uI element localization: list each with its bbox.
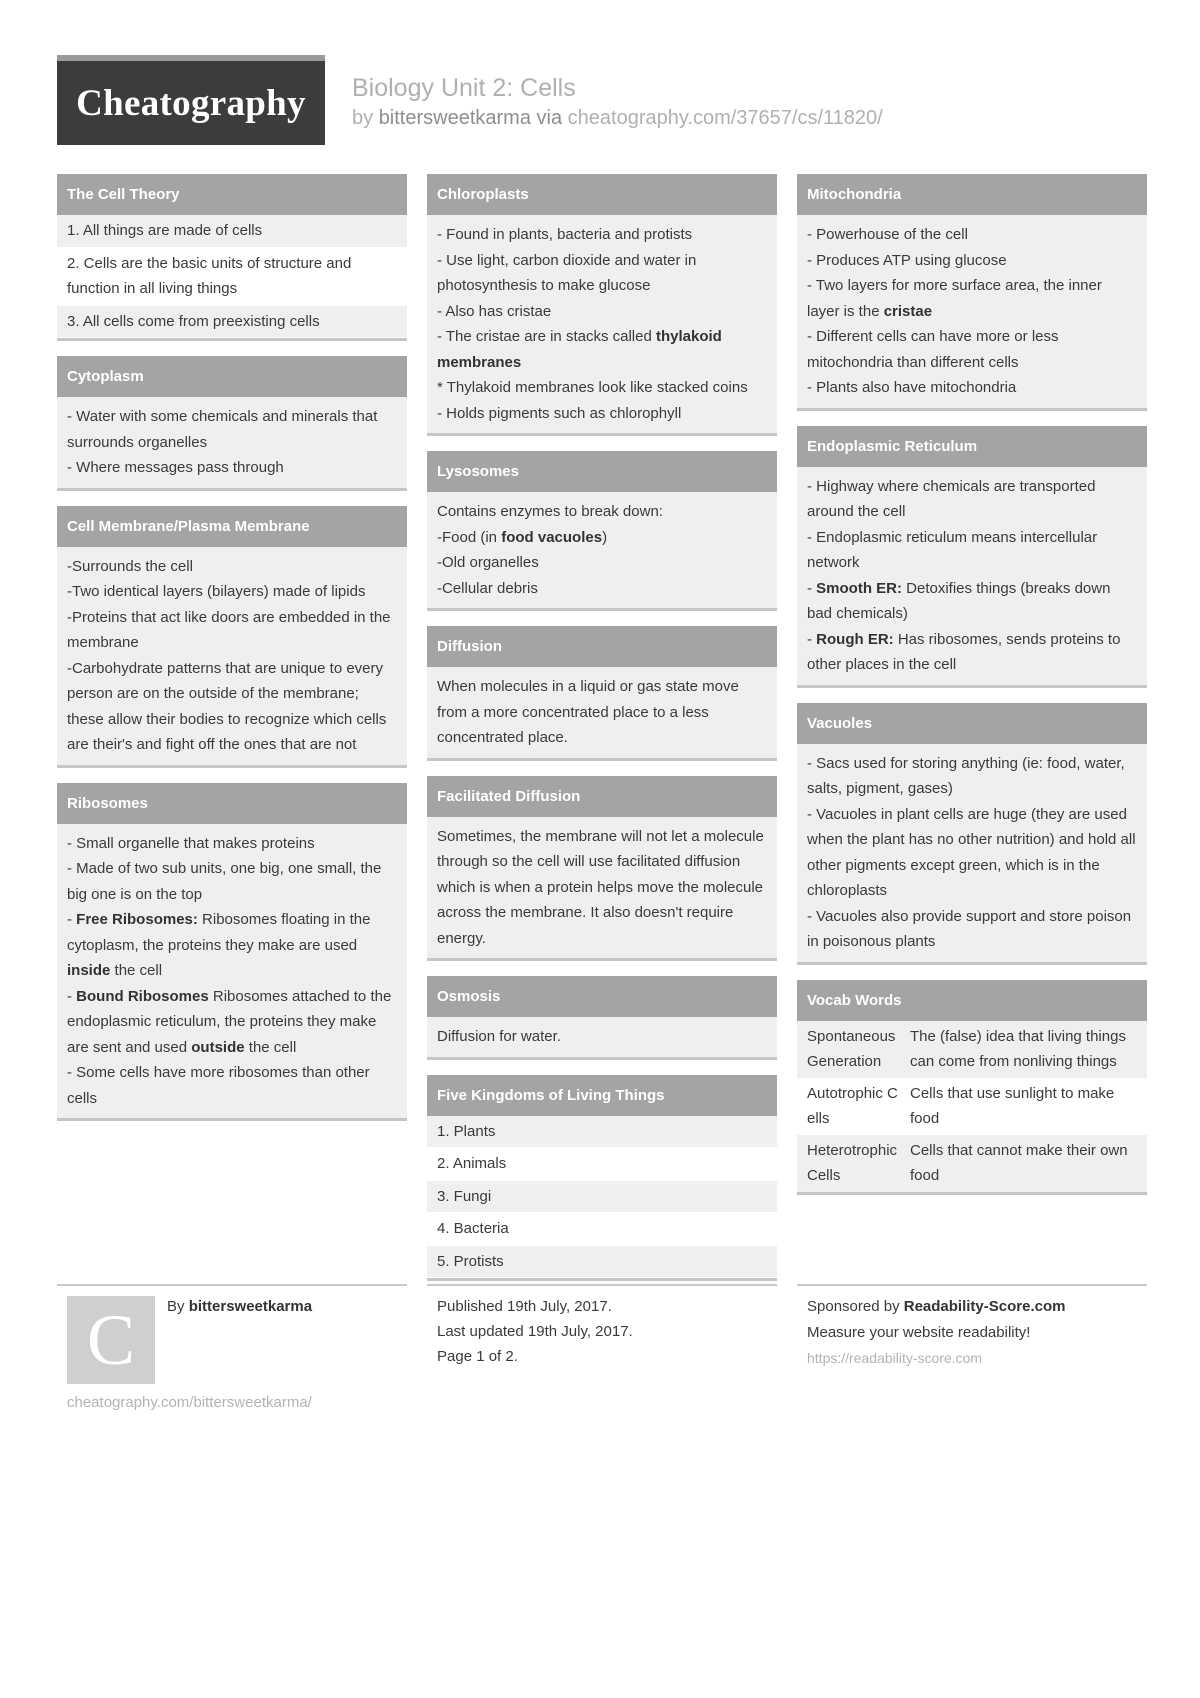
card-title: Lysosomes	[427, 451, 777, 492]
card-title: Diffusion	[427, 626, 777, 667]
byline-by: by	[352, 107, 374, 129]
text-fragment: Has ribosomes, sends proteins to other places in the cell	[807, 630, 1121, 673]
logo-text: Cheatography	[76, 82, 306, 124]
card-body	[57, 397, 407, 488]
table-row	[797, 1078, 1147, 1135]
text-fragment: - Two layers for more surface area, the inner layer is the	[807, 277, 1102, 320]
bold-term: thylakoid membranes	[437, 328, 722, 371]
vocab-table	[797, 1021, 1147, 1192]
text-line: - Holds pigments such as chlorophyll	[437, 404, 682, 422]
text-line	[807, 576, 1137, 627]
list-item: 1. Plants	[427, 1116, 777, 1149]
text-line: Contains enzymes to break down:	[437, 503, 663, 520]
sponsor-link[interactable]: Readability-Score.com	[903, 1298, 1066, 1315]
sponsor-line	[807, 1294, 1065, 1320]
vocab-definition: Cells that cannot make their own food	[910, 1141, 1128, 1184]
text-line: - Highway where chemicals are transported around the cell	[807, 477, 1096, 520]
table-row: 1. All things are made of cells	[57, 215, 407, 248]
text-line: - Powerhouse of the cell	[807, 226, 968, 243]
text-line	[437, 525, 767, 551]
card-title: The Cell Theory	[57, 174, 407, 215]
card-body	[427, 492, 777, 608]
card-vocab-words	[797, 980, 1147, 1195]
table-row: 2. Cells are the basic units of structure and function in all living things	[57, 248, 407, 306]
vocab-term: Autotrophic Cells	[807, 1084, 898, 1127]
list-item: 3. Fungi	[427, 1181, 777, 1214]
footer-author-name[interactable]: bittersweetkarma	[188, 1298, 313, 1315]
card-body	[57, 824, 407, 1119]
text-line: -Two identical layers (bilayers) made of lipids	[67, 583, 366, 600]
column-1	[57, 174, 407, 1136]
author-profile-link[interactable]: cheatography.com/bittersweetkarma/	[67, 1394, 312, 1411]
text-fragment: the cell	[244, 1038, 297, 1056]
text-line: -Cellular debris	[437, 579, 538, 597]
sheet-url-link[interactable]: cheatography.com/37657/cs/11820/	[567, 107, 883, 129]
column-2	[427, 174, 777, 1296]
text-line	[437, 324, 767, 375]
card-rows	[57, 215, 407, 338]
footer-divider	[797, 1284, 1147, 1286]
card-diffusion	[427, 626, 777, 761]
bold-term: inside	[67, 962, 111, 979]
text-fragment: - The cristae are in stacks called	[437, 328, 656, 345]
card-title: Vocab Words	[797, 980, 1147, 1021]
card-rows	[427, 1116, 777, 1279]
text-line: - Use light, carbon dioxide and water in photosynthesis to make glucose	[437, 251, 697, 294]
text-line: - Also has cristae	[437, 302, 552, 320]
column-3	[797, 174, 1147, 1210]
text-line: Sometimes, the membrane will not let a molecule through so the cell will use facilitated diffusion which is when a protein helps move the molecule across the membrane. It also doesn't require energy.	[437, 827, 764, 947]
text-line: - Small organelle that makes proteins	[67, 834, 315, 852]
footer-divider	[427, 1284, 777, 1286]
text-fragment: the cell	[110, 962, 163, 979]
text-line	[67, 984, 397, 1061]
vocab-term: Spontaneous Generation	[807, 1027, 896, 1070]
card-body	[797, 744, 1147, 962]
bold-term: food vacuoles	[501, 528, 603, 546]
card-title: Five Kingdoms of Living Things	[427, 1075, 777, 1116]
text-line: - Sacs used for storing anything (ie: food, water, salts, pigment, gases)	[807, 754, 1125, 797]
page-number: Page 1 of 2.	[437, 1348, 518, 1365]
text-fragment: -	[807, 579, 817, 597]
byline-via: via	[536, 107, 563, 129]
card-body	[57, 547, 407, 765]
card-ribosomes	[57, 783, 407, 1122]
text-line: - Endoplasmic reticulum means intercellular network	[807, 528, 1098, 571]
vocab-definition: The (false) idea that living things can come from nonliving things	[910, 1027, 1126, 1070]
text-line: When molecules in a liquid or gas state move from a more concentrated place to a less concentrated place.	[437, 678, 739, 746]
card-chloroplasts	[427, 174, 777, 436]
avatar[interactable]	[67, 1296, 155, 1384]
updated-date: Last updated 19th July, 2017.	[437, 1323, 633, 1340]
list-item: 2. Animals	[427, 1148, 777, 1181]
card-title: Facilitated Diffusion	[427, 776, 777, 817]
bold-term: cristae	[883, 302, 933, 320]
card-cell-theory	[57, 174, 407, 341]
vocab-definition: Cells that use sunlight to make food	[910, 1084, 1115, 1127]
card-facilitated-diffusion	[427, 776, 777, 962]
bold-term: outside	[191, 1038, 245, 1056]
card-title: Cytoplasm	[57, 356, 407, 397]
card-lysosomes	[427, 451, 777, 611]
text-line: - Water with some chemicals and minerals that surrounds organelles	[67, 408, 378, 451]
text-fragment: Detoxifies things (breaks down bad chemicals)	[807, 579, 1111, 622]
text-line: - Vacuoles in plant cells are huge (they are used when the plant has no other nutrition) and hold all other pigments except green, which is in the chloroplasts	[807, 805, 1136, 899]
card-five-kingdoms	[427, 1075, 777, 1282]
author-link[interactable]: bittersweetkarma	[378, 107, 531, 129]
card-body	[427, 215, 777, 433]
text-line: - Plants also have mitochondria	[807, 379, 1017, 396]
avatar-letter: C	[86, 1299, 136, 1380]
card-title: Endoplasmic Reticulum	[797, 426, 1147, 467]
card-body	[427, 1017, 777, 1057]
text-fragment: -Food (in	[437, 528, 502, 546]
text-line: - Some cells have more ribosomes than other cells	[67, 1064, 370, 1107]
sponsor-tagline: Measure your website readability!	[807, 1324, 1031, 1341]
text-line: -Surrounds the cell	[67, 557, 193, 575]
text-line	[807, 273, 1137, 324]
sponsored-by: Sponsored by	[807, 1298, 904, 1315]
text-line	[67, 907, 397, 984]
footer-author	[167, 1294, 312, 1320]
list-item: 5. Protists	[427, 1246, 777, 1279]
cheatography-logo[interactable]	[57, 55, 325, 145]
card-title: Mitochondria	[797, 174, 1147, 215]
card-title: Osmosis	[427, 976, 777, 1017]
text-line: -Old organelles	[437, 554, 539, 571]
card-osmosis	[427, 976, 777, 1060]
bold-term: Smooth ER:	[816, 579, 902, 597]
text-line: -Proteins that act like doors are embedded in the membrane	[67, 608, 391, 651]
text-fragment: Ribosomes attached to the endoplasmic reticulum, the proteins they make are sent and used	[67, 987, 392, 1056]
footer-divider	[57, 1284, 407, 1286]
card-cytoplasm	[57, 356, 407, 491]
text-line: Diffusion for water.	[437, 1028, 561, 1045]
card-body	[427, 817, 777, 959]
text-line: - Vacuoles also provide support and store poison in poisonous plants	[807, 907, 1132, 950]
bold-term: Rough ER:	[816, 630, 894, 648]
text-fragment: Ribosomes floating in the cytoplasm, the proteins they make are used	[67, 911, 371, 954]
text-line: - Produces ATP using glucose	[807, 251, 1007, 269]
text-line: - Made of two sub units, one big, one small, the big one is on the top	[67, 860, 382, 903]
text-line: - Found in plants, bacteria and protists	[437, 226, 693, 243]
card-title: Cell Membrane/Plasma Membrane	[57, 506, 407, 547]
list-item: 4. Bacteria	[427, 1213, 777, 1246]
text-line: - Different cells can have more or less mitochondria than different cells	[807, 328, 1059, 371]
bold-term: Bound Ribosomes	[76, 987, 209, 1005]
byline	[352, 107, 883, 130]
text-line	[807, 627, 1137, 678]
published-date: Published 19th July, 2017.	[437, 1298, 612, 1315]
card-title: Vacuoles	[797, 703, 1147, 744]
card-title: Chloroplasts	[427, 174, 777, 215]
text-fragment: -	[807, 630, 817, 648]
card-mitochondria	[797, 174, 1147, 411]
table-row	[797, 1135, 1147, 1192]
text-line: * Thylakoid membranes look like stacked coins	[437, 379, 748, 396]
card-vacuoles	[797, 703, 1147, 965]
sponsor-url-link[interactable]: https://readability-score.com	[807, 1350, 983, 1366]
card-title: Ribosomes	[57, 783, 407, 824]
card-endoplasmic-reticulum	[797, 426, 1147, 688]
text-line: -Carbohydrate patterns that are unique to every person are on the outside of the membrane; these allow their bodies to recognize which cells are their's and fight off the ones that are not	[67, 659, 387, 753]
bold-term: Free Ribosomes:	[76, 911, 198, 928]
table-row: 3. All cells come from preexisting cells	[57, 306, 407, 339]
page-title: Biology Unit 2: Cells	[352, 74, 576, 102]
table-row	[797, 1021, 1147, 1078]
card-body	[797, 215, 1147, 408]
text-fragment: -	[67, 987, 77, 1005]
text-fragment: )	[602, 528, 608, 546]
card-body	[427, 667, 777, 758]
card-cell-membrane	[57, 506, 407, 768]
vocab-term: Heterotrophic Cells	[807, 1141, 898, 1184]
card-body	[797, 467, 1147, 685]
footer-by: By	[167, 1298, 189, 1315]
text-line: - Where messages pass through	[67, 459, 284, 476]
text-fragment: -	[67, 911, 77, 928]
